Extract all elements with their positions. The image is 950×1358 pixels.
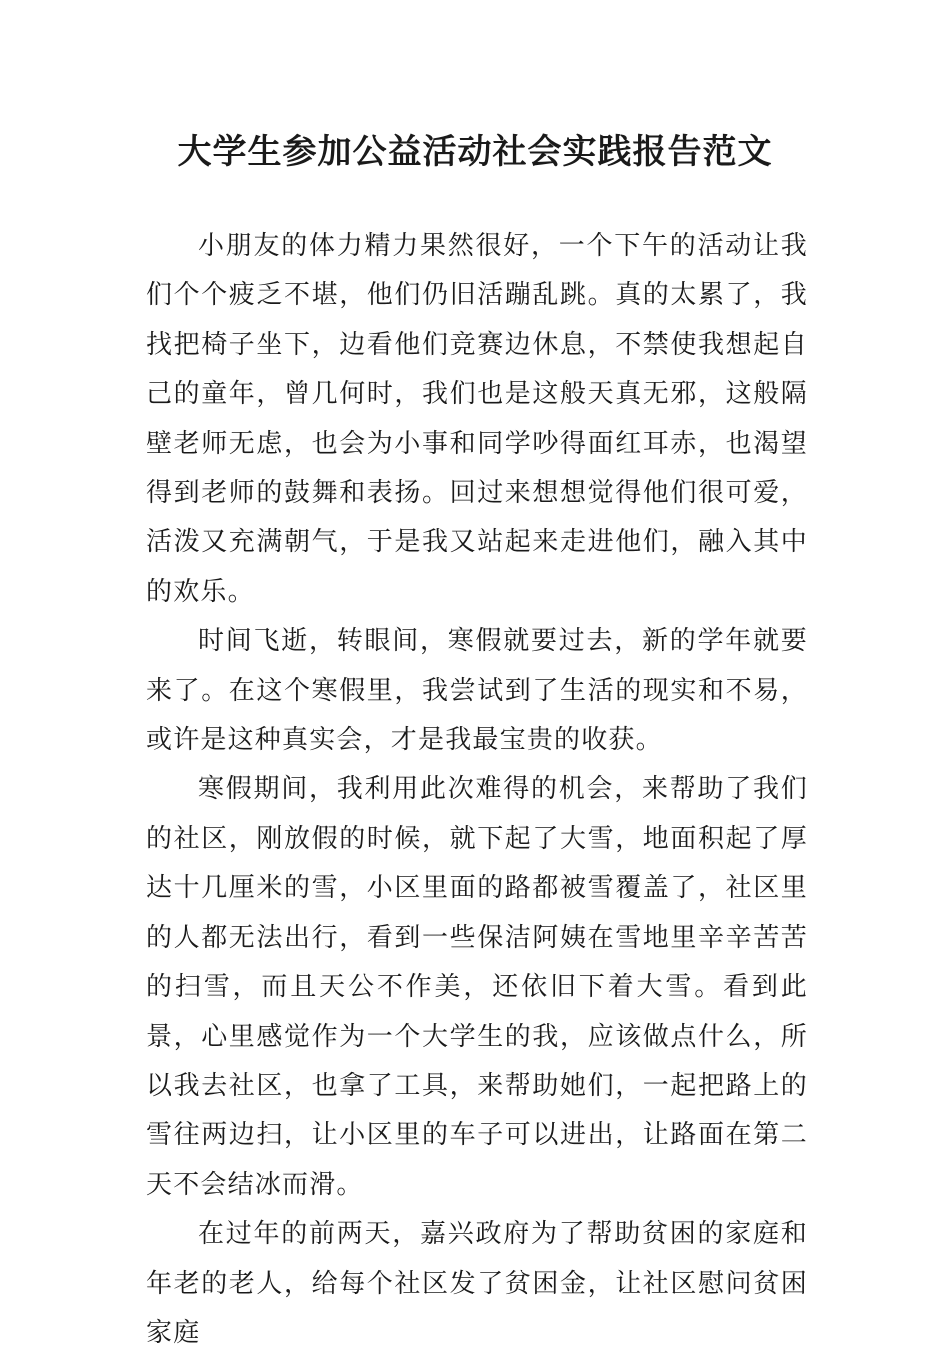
document-body <box>146 222 808 1358</box>
paragraph: 寒假期间，我利用此次难得的机会，来帮助了我们的社区，刚放假的时候，就下起了大雪，地面积起了厚达十几厘米的雪，小区里面的路都被雪覆盖了，社区里的人都无法出行，看到一些保洁阿姨在雪地里辛辛苦苦的扫雪，而且天公不作美，还依旧下着大雪。看到此景，心里感觉作为一个大学生的我，应该做点什么，所以我去社区，也拿了工具，来帮助她们，一起把路上的雪往两边扫，让小区里的车子可以进出，让路面在第二天不会结冰而滑。 <box>146 774 808 1200</box>
document-title: 大学生参加公益活动社会实践报告范文 <box>177 132 773 172</box>
paragraph: 时间飞逝，转眼间，寒假就要过去，新的学年就要来了。在这个寒假里，我尝试到了生活的现实和不易，或许是这种真实会，才是我最宝贵的收获。 <box>146 626 808 756</box>
paragraph: 在过年的前两天，嘉兴政府为了帮助贫困的家庭和年老的老人，给每个社区发了贫困金，让社区慰问贫困家庭 <box>146 1219 808 1348</box>
paragraph: 小朋友的体力精力果然很好，一个下午的活动让我们个个疲乏不堪，他们仍旧活蹦乱跳。真的太累了，我找把椅子坐下，边看他们竞赛边休息，不禁使我想起自己的童年，曾几何时，我们也是这般天真无邪，这般隔壁老师无虑，也会为小事和同学吵得面红耳赤，也渴望得到老师的鼓舞和表扬。回过来想想觉得他们很可爱，活泼又充满朝气，于是我又站起来走进他们，融入其中的欢乐。 <box>146 231 808 607</box>
